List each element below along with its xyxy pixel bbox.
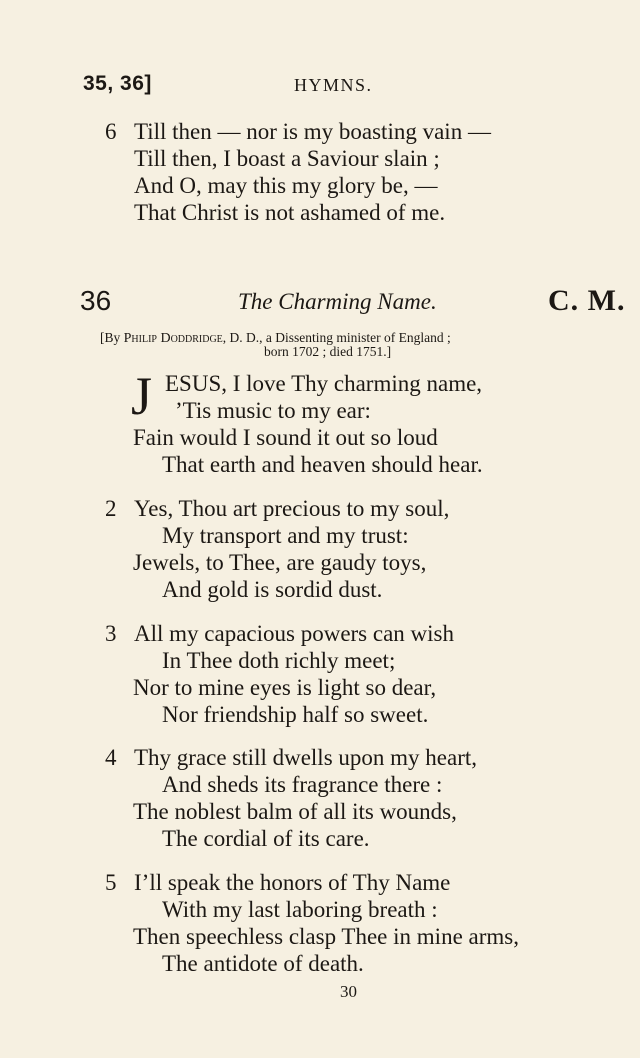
verse-line: And O, may this my glory be, — xyxy=(134,173,438,198)
page-reference: 35, 36] xyxy=(83,72,152,95)
verse-line: I’ll speak the honors of Thy Name xyxy=(134,870,451,895)
verse-line: ESUS, I love Thy charming name, xyxy=(165,371,483,396)
verse-line: Till then, I boast a Saviour slain ; xyxy=(134,146,440,171)
running-header xyxy=(0,72,640,102)
verse-line: All my capacious powers can wish xyxy=(134,621,455,646)
verse-line: ’Tis music to my ear: xyxy=(175,398,371,423)
attribution-line-2: born 1702 ; died 1751.] xyxy=(264,344,392,359)
hymn-meter: C. M. xyxy=(548,284,626,317)
verse-line: Yes, Thou art precious to my soul, xyxy=(134,496,450,521)
verse-line: That earth and heaven should hear. xyxy=(162,452,483,477)
verse-line: Then speechless clasp Thee in mine arms, xyxy=(133,924,519,949)
verse-line: That Christ is not ashamed of me. xyxy=(134,200,446,225)
verse-line: And gold is sordid dust. xyxy=(162,577,383,602)
verse-line: The cordial of its care. xyxy=(162,826,370,851)
page-number: 30 xyxy=(340,982,357,1001)
verse-line: Nor friendship half so sweet. xyxy=(162,702,429,727)
hymn-number: 36 xyxy=(80,285,112,316)
verse-line: Jewels, to Thee, are gaudy toys, xyxy=(133,550,427,575)
verse-line: The noblest balm of all its wounds, xyxy=(133,799,457,824)
verse-line: And sheds its fragrance there : xyxy=(162,772,443,797)
verse-number: 2 xyxy=(105,496,117,521)
verse-number: 4 xyxy=(105,745,117,770)
verse-number: 5 xyxy=(105,870,117,895)
verse-line: Till then — nor is my boasting vain — xyxy=(134,119,491,144)
verse-number: 3 xyxy=(105,621,117,646)
attribution-line-1: [By Philip Doddridge, D. D., a Dissenting minister of England ; xyxy=(100,330,451,346)
running-title: HYMNS. xyxy=(294,75,373,95)
verse-line: In Thee doth richly meet; xyxy=(162,648,396,673)
verse-line: The antidote of death. xyxy=(162,951,364,976)
drop-cap: J xyxy=(131,366,153,426)
verse-line: Thy grace still dwells upon my heart, xyxy=(134,745,478,770)
verse-line: Fain would I sound it out so loud xyxy=(133,425,438,450)
verse-number: 6 xyxy=(105,119,117,144)
verse-line: Nor to mine eyes is light so dear, xyxy=(133,675,437,700)
verse-line: My transport and my trust: xyxy=(162,523,409,548)
verse-line: With my last laboring breath : xyxy=(162,897,438,922)
author-name: Philip Doddridge xyxy=(123,331,223,346)
hymn-title: The Charming Name. xyxy=(238,289,437,314)
